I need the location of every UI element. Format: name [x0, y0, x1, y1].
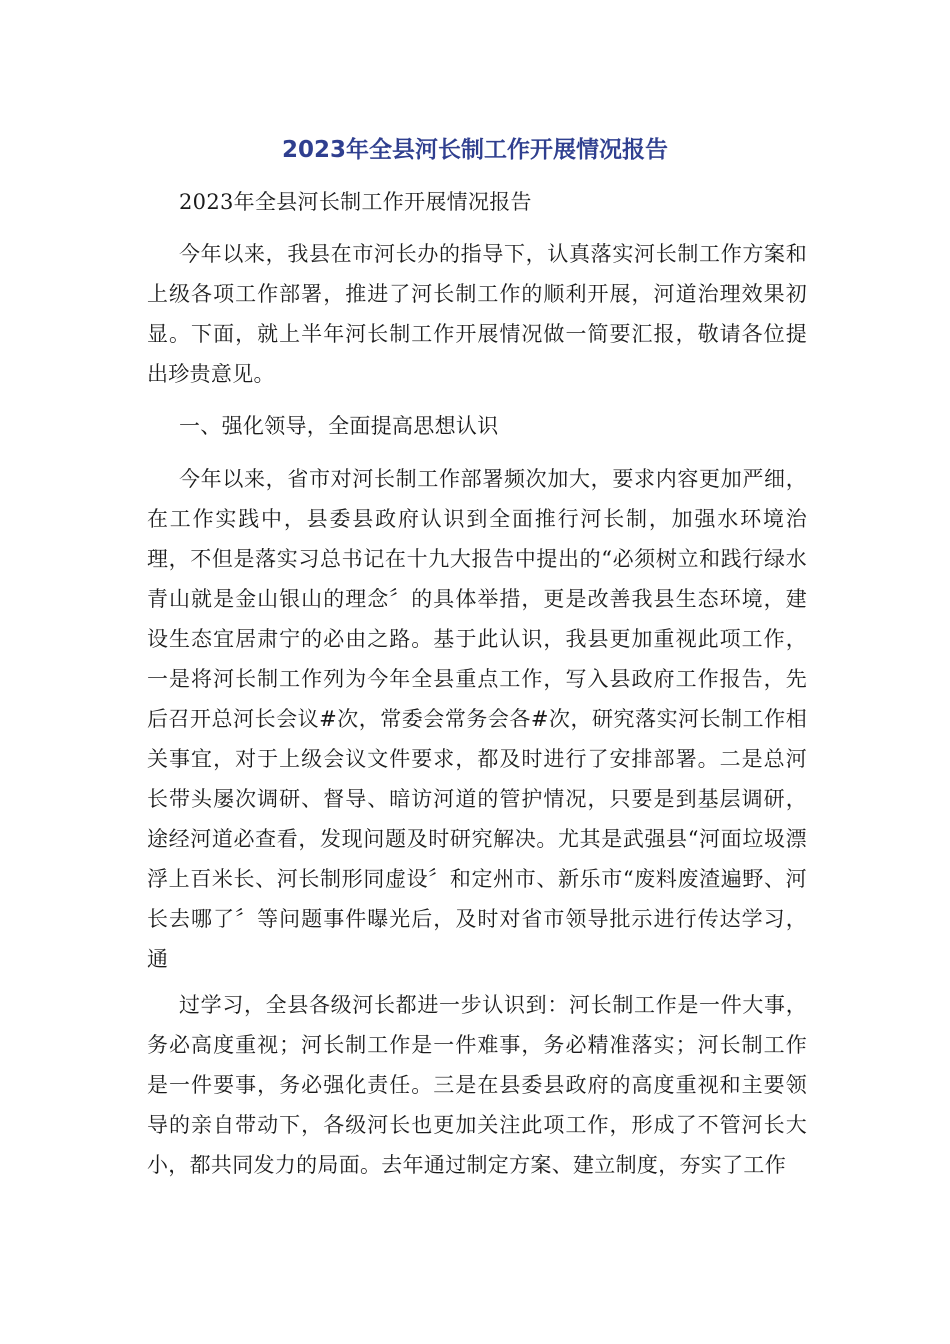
document-title: 2023年全县河长制工作开展情况报告	[281, 137, 668, 163]
document-subtitle: 2023年全县河长制工作开展情况报告	[179, 190, 532, 214]
paragraph-continuation: 过学习，全县各级河长都进一步认识到：河长制工作是一件大事，务必高度重视；河长制工作是一件难事，务必精准落实；河长制工作是一件要事，务必强化责任。三是在县委县政府的高度重视和主要领导的亲自带动下，各级河长也更加关注此项工作，形成了不管河长大小，都共同发力的局面。去年通过制定方案、建立制度，夯实了工作	[147, 993, 807, 1177]
section-heading-1: 一、强化领导，全面提高思想认识	[179, 414, 499, 438]
paragraph-section-1-body: 今年以来，省市对河长制工作部署频次加大，要求内容更加严细，在工作实践中，县委县政府认识到全面推行河长制，加强水环境治理，不但是落实习总书记在十九大报告中提出的“必须树立和践行绿水青山就是金山银山的理念〞的具体举措，更是改善我县生态环境，建设生态宜居肃宁的必由之路。基于此认识，我县更加重视此项工作，一是将河长制工作列为今年全县重点工作，写入县政府工作报告，先后召开总河长会议#次，常委会常务会各#次，研究落实河长制工作相关事宜，对于上级会议文件要求，都及时进行了安排部署。二是总河长带头屡次调研、督导、暗访河道的管护情况，只要是到基层调研，途经河道必查看，发现问题及时研究解决。尤其是武强县“河面垃圾漂浮上百米长、河长制形同虚设〞和定州市、新乐市“废料废渣遍野、河长去哪了〞等问题事件曝光后，及时对省市领导批示进行传达学习，通	[147, 467, 807, 971]
paragraph-introduction: 今年以来，我县在市河长办的指导下，认真落实河长制工作方案和上级各项工作部署，推进了河长制工作的顺利开展，河道治理效果初显。下面，就上半年河长制工作开展情况做一简要汇报，敬请各位提出珍贵意见。	[147, 242, 807, 386]
